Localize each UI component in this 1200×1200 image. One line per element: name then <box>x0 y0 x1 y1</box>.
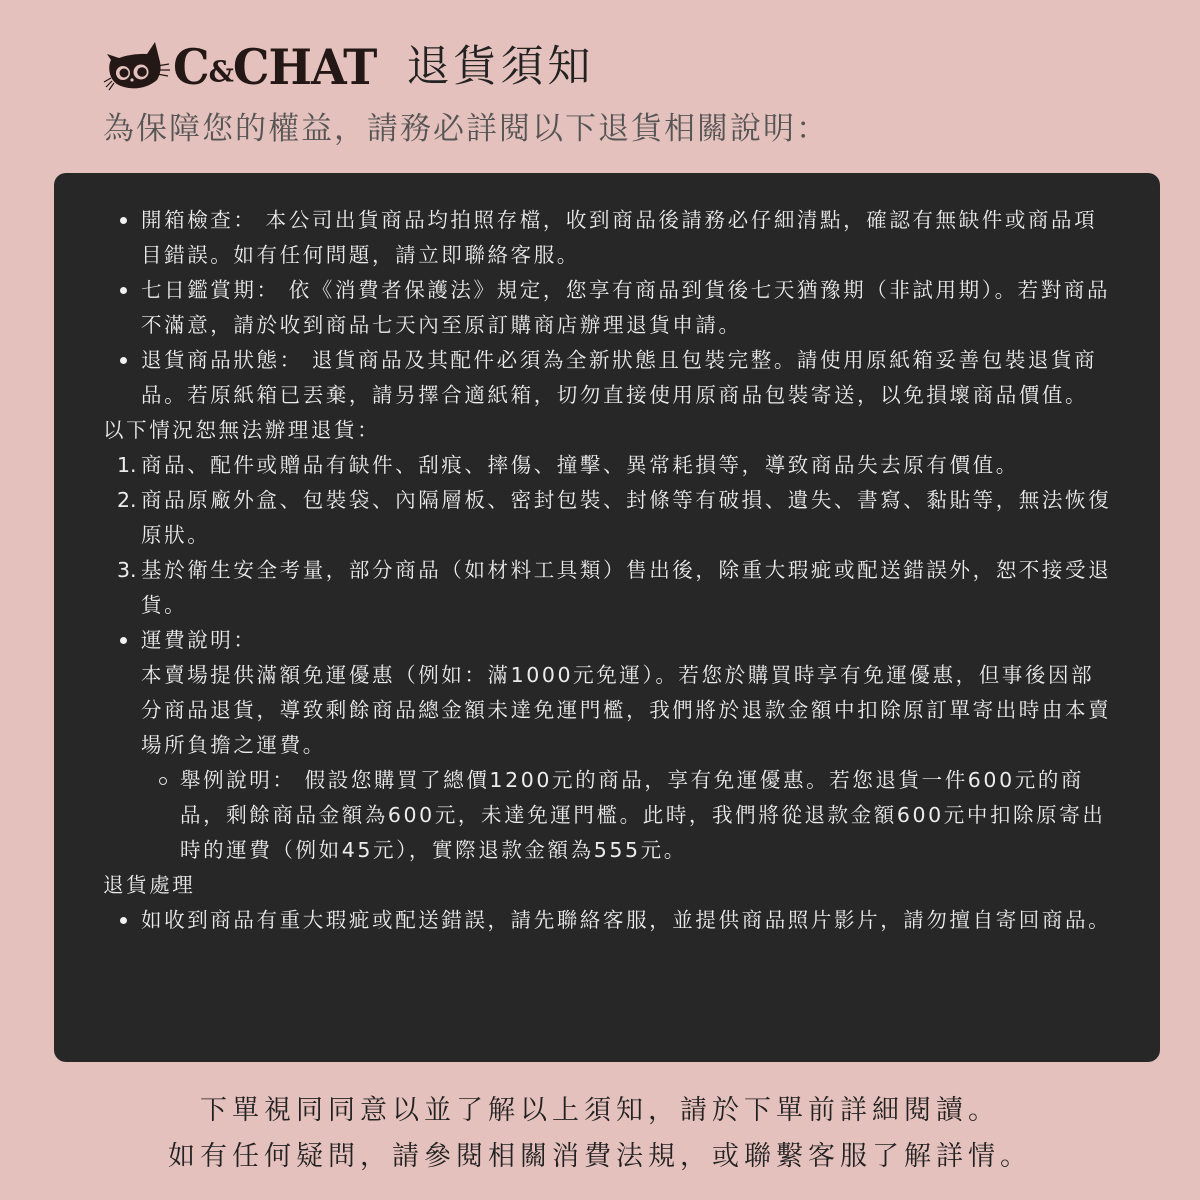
footer-line-1: 下單視同同意以並了解以上須知，請於下單前詳細閱讀。 <box>200 1095 1000 1126</box>
cat-logo-icon <box>103 40 171 94</box>
bullet-dot-icon <box>120 917 127 924</box>
bullet-dot-icon <box>120 217 127 224</box>
shipping-item <box>103 623 1113 658</box>
page-footer <box>0 1088 1200 1180</box>
footer-line-2: 如有任何疑問，請參閱相關消費法規，或聯繫客服了解詳情。 <box>168 1141 1032 1172</box>
hollow-circle-icon <box>159 777 167 785</box>
exclusion-item <box>103 448 1113 483</box>
handling-item <box>103 903 1113 938</box>
notice-item-text: 本公司出貨商品均拍照存檔，收到商品後請務必仔細清點，確認有無缺件或商品項目錯誤。如有任何問題，請立即聯絡客服。 <box>141 208 1098 267</box>
notice-item-label: 七日鑑賞期： <box>141 278 280 302</box>
brand-name: C&CHAT <box>173 38 377 96</box>
notice-item-seven-day <box>103 273 1113 343</box>
example-text: 假設您購買了總價1200元的商品，享有免運優惠。若您退貨一件600元的商品，剩餘商品金額為600元，未達免運門檻。此時，我們將從退款金額600元中扣除原寄出時的運費（例如45元），實際退款金額為555元。 <box>180 768 1106 862</box>
exclusion-item <box>103 553 1113 623</box>
exclusion-item <box>103 483 1113 553</box>
notice-item-label: 開箱檢查： <box>141 208 257 232</box>
notice-item-text: 退貨商品及其配件必須為全新狀態且包裝完整。請使用原紙箱妥善包裝退貨商品。若原紙箱已丟棄，請另擇合適紙箱，切勿直接使用原商品包裝寄送，以免損壞商品價值。 <box>141 348 1098 407</box>
shipping-example <box>103 763 1113 868</box>
brand-row <box>103 38 1103 96</box>
handling-heading: 退貨處理 <box>103 873 196 897</box>
page-subtitle: 為保障您的權益，請務必詳閱以下退貨相關說明： <box>103 111 829 147</box>
page-title: 退貨須知 <box>406 41 595 92</box>
handling-text: 如收到商品有重大瑕疵或配送錯誤，請先聯絡客服，並提供商品照片影片，請勿擅自寄回商品。 <box>141 908 1112 932</box>
notice-item-label: 退貨商品狀態： <box>141 348 303 372</box>
exclusion-text: 商品原廠外盒、包裝袋、內隔層板、密封包裝、封條等有破損、遺失、書寫、黏貼等，無法恢復原狀。 <box>141 488 1112 547</box>
exclusion-number: 3. <box>117 558 137 582</box>
example-label: 舉例說明： <box>180 768 296 792</box>
notice-content <box>103 203 1113 938</box>
exclusion-number: 2. <box>117 488 137 512</box>
shipping-label: 運費說明： <box>141 628 257 652</box>
exclusion-text: 商品、配件或贈品有缺件、刮痕、摔傷、撞擊、異常耗損等，導致商品失去原有價值。 <box>141 453 1019 477</box>
notice-item-text: 依《消費者保護法》規定，您享有商品到貨後七天猶豫期（非試用期）。若對商品不滿意，請於收到商品七天內至原訂購商店辦理退貨申請。 <box>141 278 1111 337</box>
notice-item-condition <box>103 343 1113 413</box>
bullet-dot-icon <box>120 637 127 644</box>
bullet-dot-icon <box>120 357 127 364</box>
exclusion-text: 基於衛生安全考量，部分商品（如材料工具類）售出後，除重大瑕疵或配送錯誤外，恕不接受退貨。 <box>141 558 1112 617</box>
shipping-text: 本賣場提供滿額免運優惠（例如：滿1000元免運）。若您於購買時享有免運優惠，但事後因部分商品退貨，導致剩餘商品總金額未達免運門檻，我們將於退款金額中扣除原訂單寄出時由本賣場所負擔之運費。 <box>141 663 1112 757</box>
page-header <box>103 38 1103 150</box>
exclusion-number: 1. <box>117 453 137 477</box>
exclusions-heading: 以下情況恕無法辦理退貨： <box>103 418 381 442</box>
bullet-dot-icon <box>120 287 127 294</box>
notice-item-unboxing <box>103 203 1113 273</box>
notice-panel <box>54 173 1160 1062</box>
